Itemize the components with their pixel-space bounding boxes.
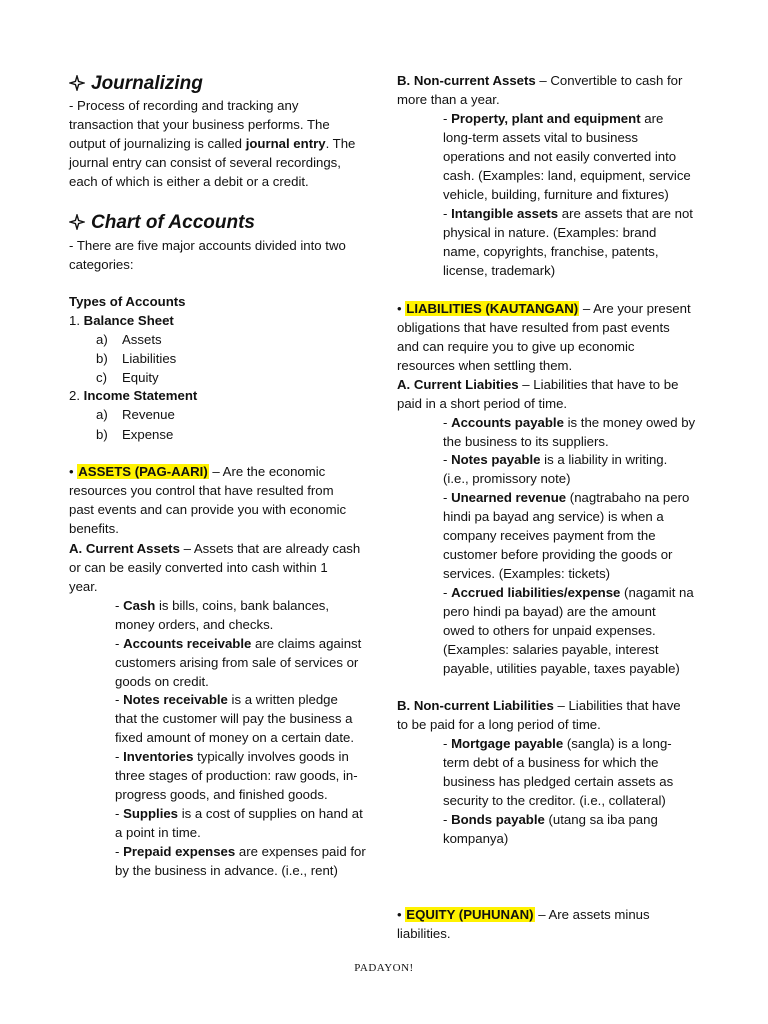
term-bold: A. Current Liabities — [397, 377, 519, 392]
list-label: a) — [96, 332, 108, 347]
term-bold: Balance Sheet — [83, 313, 174, 328]
term-bold: Accrued liabilities/expense — [451, 585, 621, 600]
text-segment: are assets that are not — [558, 206, 693, 221]
paragraph-line: liabilities. — [397, 926, 451, 941]
paragraph-line: name, copyrights, franchise, patents, — [443, 244, 659, 259]
paragraph-line: services. (Examples: tickets) — [443, 566, 611, 581]
indented-item: - Unearned revenue (nagtrabaho na pero — [443, 490, 690, 505]
list-label: b) — [96, 351, 108, 366]
term-bold: Notes payable — [451, 452, 541, 467]
text-segment: – Liabilities that have — [553, 698, 681, 713]
paragraph-line — [69, 134, 355, 153]
text-segment: are claims against — [251, 636, 362, 651]
list-heading — [69, 386, 197, 405]
paragraph-line: term debt of a business for which the — [443, 755, 659, 770]
star-icon — [69, 75, 85, 91]
term-bold: Intangible assets — [451, 206, 559, 221]
list-label: a) — [96, 407, 108, 422]
term-bold: Accounts receivable — [123, 636, 252, 651]
list-heading — [69, 311, 174, 330]
paragraph-line: customer before providing the goods or — [443, 547, 673, 562]
list-text: Equity — [122, 370, 159, 385]
paragraph-line: fixed amount of money on a certain date. — [115, 730, 354, 745]
list-label: b) — [96, 427, 108, 442]
text-segment: is a liability in writing. — [540, 452, 668, 467]
paragraph-line: each of which is either a debit or a credit. — [69, 174, 309, 189]
paragraph-line: (Examples: salaries payable, interest — [443, 642, 659, 657]
paragraph-line: - There are five major accounts divided into two — [69, 238, 346, 253]
paragraph-line: (i.e., promissory note) — [443, 471, 571, 486]
term-bold: Unearned revenue — [451, 490, 567, 505]
types-title — [69, 292, 186, 311]
paragraph-line: the business to its suppliers. — [443, 434, 609, 449]
text-segment: typically involves goods in — [193, 749, 349, 764]
paragraph-line: goods on credit. — [115, 674, 209, 689]
indented-item: - Property, plant and equipment are — [443, 111, 664, 126]
paragraph-line: transaction that your business performs. The — [69, 117, 330, 132]
indented-item: - Intangible assets are assets that are not — [443, 206, 693, 221]
paragraph-line: past events and can provide you with economic — [69, 502, 347, 517]
paragraph-line: operations and not easily converted into — [443, 149, 677, 164]
liabilities-line — [397, 299, 691, 318]
paragraph-line: more than a year. — [397, 92, 500, 107]
paragraph-line: benefits. — [69, 521, 119, 536]
paragraph-line: long-term assets vital to business — [443, 130, 638, 145]
paragraph-line: pero hindi pa bayad) are the amount — [443, 604, 656, 619]
term-bold: Accounts payable — [451, 415, 564, 430]
bullet: • — [69, 464, 78, 479]
paragraph-line: money orders, and checks. — [115, 617, 274, 632]
term-bold: Income Statement — [83, 388, 198, 403]
text-segment: . The — [325, 136, 356, 151]
list-item — [96, 349, 176, 368]
text-segment: is bills, coins, bank balances, — [155, 598, 330, 613]
paragraph-line: categories: — [69, 257, 134, 272]
paragraph-line: owed to others for unpaid expenses. — [443, 623, 656, 638]
paragraph-line: or can be easily converted into cash within 1 — [69, 560, 328, 575]
term-bold: journal entry — [245, 136, 326, 151]
equity-line — [397, 905, 650, 924]
term-bold: Property, plant and equipment — [451, 111, 641, 126]
list-label: c) — [96, 370, 107, 385]
subsection-line — [397, 696, 681, 715]
paragraph-line: vehicle, building, furniture and fixtures) — [443, 187, 669, 202]
list-text: Assets — [122, 332, 162, 347]
term-bold: Types of Accounts — [69, 294, 186, 309]
paragraph-line: security to the creditor. (i.e., collateral) — [443, 793, 666, 808]
text-segment: (nagtrabaho na pero — [566, 490, 690, 505]
indented-item: - Notes payable is a liability in writing. — [443, 452, 668, 467]
indented-item: - Notes receivable is a written pledge — [115, 692, 338, 707]
assets-line — [69, 462, 325, 481]
list-text: Revenue — [122, 407, 175, 422]
list-item — [96, 405, 175, 424]
paragraph-line: hindi pa bayad ang service) is when a — [443, 509, 664, 524]
term-bold: B. Non-current Assets — [397, 73, 536, 88]
heading-text: Chart of Accounts — [91, 212, 255, 233]
subsection-line — [397, 375, 678, 394]
term-bold: Inventories — [123, 749, 194, 764]
text-segment: – Convertible to cash for — [535, 73, 683, 88]
chart-of-accounts-heading — [69, 212, 255, 234]
list-item — [96, 330, 162, 349]
highlight-term: EQUITY (PUHUNAN) — [406, 907, 534, 922]
paragraph-line: cash. (Examples: land, equipment, service — [443, 168, 691, 183]
list-item — [96, 368, 159, 387]
text-segment: is the money owed by — [563, 415, 696, 430]
heading-text: Journalizing — [91, 73, 203, 94]
list-text: Liabilities — [122, 351, 177, 366]
paragraph-line: three stages of production: raw goods, in- — [115, 768, 358, 783]
text-segment: is a written pledge — [227, 692, 338, 707]
paragraph-line: customers arising from sale of services or — [115, 655, 359, 670]
term-bold: Bonds payable — [451, 812, 545, 827]
journalizing-heading — [69, 73, 203, 95]
text-segment: are — [640, 111, 664, 126]
paragraph-line: to be paid for a long period of time. — [397, 717, 601, 732]
text-segment: (utang sa iba pang — [544, 812, 658, 827]
paragraph-line: company receives payment from the — [443, 528, 656, 543]
term-bold: B. Non-current Liabilities — [397, 698, 554, 713]
highlight-term: ASSETS (PAG-AARI) — [78, 464, 208, 479]
paragraph-line: year. — [69, 579, 98, 594]
paragraph-line: physical in nature. (Examples: brand — [443, 225, 657, 240]
paragraph-line: journal entry can consist of several recordings, — [69, 155, 341, 170]
term-bold: Supplies — [123, 806, 179, 821]
list-text: Expense — [122, 427, 174, 442]
star-icon — [69, 214, 85, 230]
term-bold: Prepaid expenses — [123, 844, 236, 859]
text-segment: (nagamit na — [620, 585, 694, 600]
list-item — [96, 425, 173, 444]
paragraph-line: and can require you to give up economic — [397, 339, 635, 354]
paragraph-line: payable, utilities payable, taxes payable) — [443, 661, 680, 676]
highlight-term: LIABILITIES (KAUTANGAN) — [406, 301, 579, 316]
indented-item: - Mortgage payable (sangla) is a long- — [443, 736, 672, 751]
text-segment: – Are assets minus — [534, 907, 650, 922]
text-segment: output of journalizing is called — [69, 136, 246, 151]
indented-item: - Inventories typically involves goods in — [115, 749, 349, 764]
paragraph-line: progress goods, and finished goods. — [115, 787, 328, 802]
bullet: • — [397, 301, 406, 316]
subsection-line — [69, 539, 360, 558]
list-number: 2. — [69, 388, 84, 403]
paragraph-line: paid in a short period of time. — [397, 396, 568, 411]
indented-item: - Accounts receivable are claims against — [115, 636, 362, 651]
text-segment: – Liabilities that have to be — [518, 377, 679, 392]
paragraph-line: resources you control that have resulted from — [69, 483, 334, 498]
indented-item: - Prepaid expenses are expenses paid for — [115, 844, 366, 859]
term-bold: Cash — [123, 598, 156, 613]
indented-item: - Cash is bills, coins, bank balances, — [115, 598, 330, 613]
text-segment: – Are the economic — [208, 464, 326, 479]
page-footer: PADAYON! — [354, 962, 414, 974]
bullet: • — [397, 907, 406, 922]
subsection-line — [397, 71, 682, 90]
term-bold: A. Current Assets — [69, 541, 180, 556]
text-segment: is a cost of supplies on hand at — [178, 806, 363, 821]
paragraph-line: obligations that have resulted from past events — [397, 320, 670, 335]
paragraph-line: license, trademark) — [443, 263, 556, 278]
text-segment: are expenses paid for — [235, 844, 366, 859]
paragraph-line: business has pledged certain assets as — [443, 774, 674, 789]
list-number: 1. — [69, 313, 84, 328]
indented-item: - Accrued liabilities/expense (nagamit na — [443, 585, 694, 600]
paragraph-line: a point in time. — [115, 825, 201, 840]
paragraph-line: resources when settling them. — [397, 358, 573, 373]
term-bold: Notes receivable — [123, 692, 228, 707]
text-segment: – Are your present — [579, 301, 691, 316]
paragraph-line: that the customer will pay the business a — [115, 711, 353, 726]
indented-item: - Accounts payable is the money owed by — [443, 415, 696, 430]
paragraph-line: by the business in advance. (i.e., rent) — [115, 863, 338, 878]
indented-item: - Supplies is a cost of supplies on hand at — [115, 806, 363, 821]
term-bold: Mortgage payable — [451, 736, 564, 751]
indented-item: - Bonds payable (utang sa iba pang — [443, 812, 658, 827]
text-segment: (sangla) is a long- — [563, 736, 672, 751]
text-segment: – Assets that are already cash — [179, 541, 361, 556]
paragraph-line: - Process of recording and tracking any — [69, 98, 299, 113]
paragraph-line: kompanya) — [443, 831, 509, 846]
